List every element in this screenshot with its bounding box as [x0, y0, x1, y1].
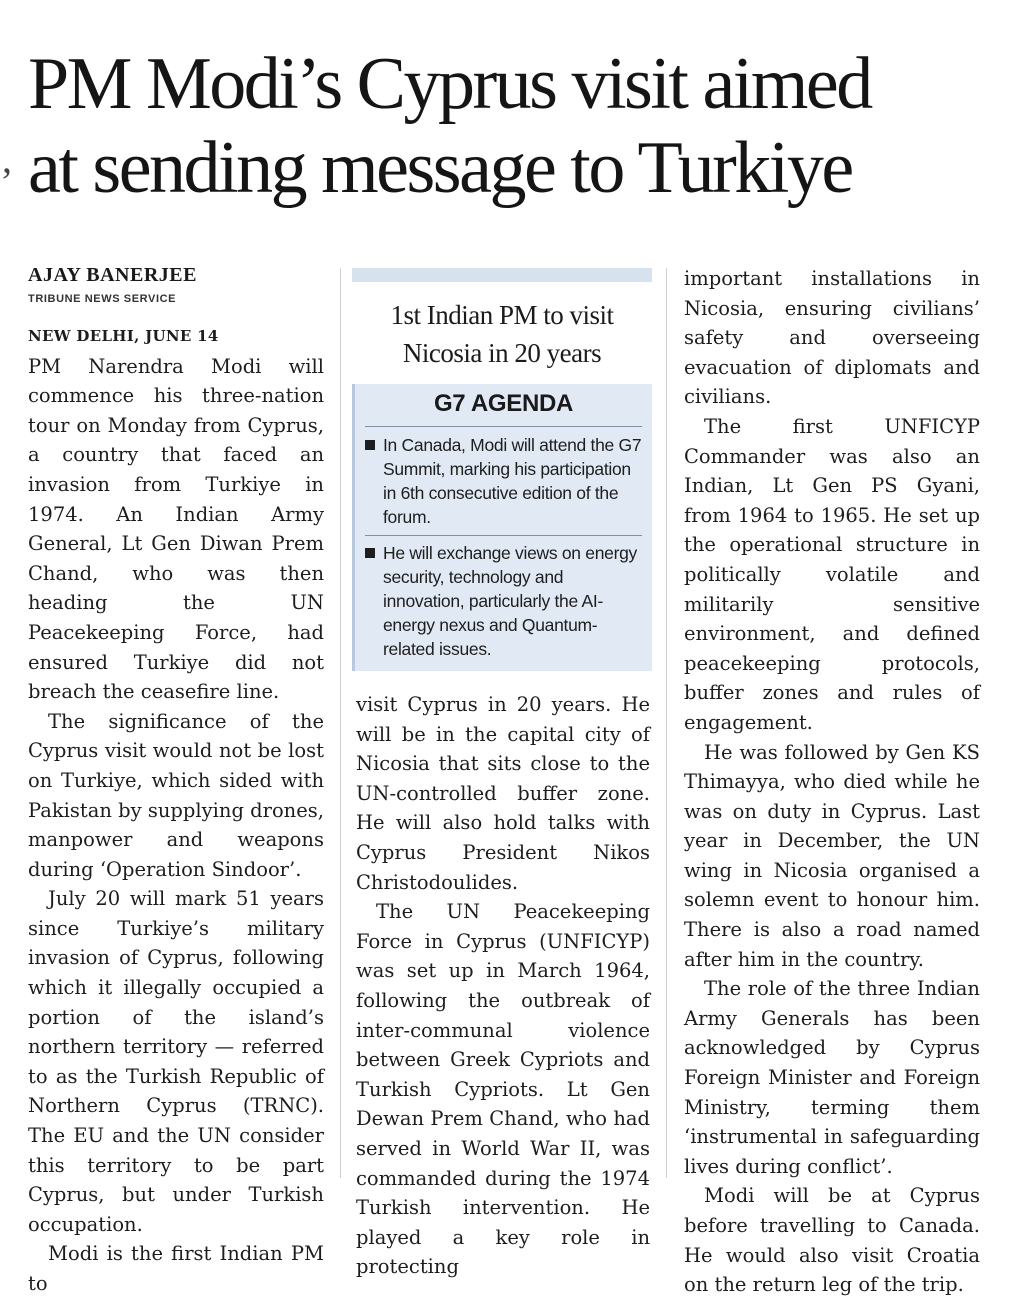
article-column-2	[356, 690, 650, 1282]
article-paragraph: important installations in Nicosia, ensuring civilians’ safety and overseeing evacuation of diplomats and civilians.	[684, 267, 980, 409]
article-paragraph: Modi is the first Indian PM to	[28, 1242, 324, 1295]
g7-item-text: In Canada, Modi will attend the G7 Summit, marking his participation in 6th consecutive edition of the forum.	[383, 435, 642, 527]
dateline: NEW DELHI, JUNE 14	[28, 327, 219, 345]
article-paragraph: The significance of the Cyprus visit would not be lost on Turkiye, which sided with Pakistan by supplying drones, manpower and weapons during ‘Operation Sindoor’.	[28, 709, 324, 881]
article-headline	[28, 42, 988, 210]
article-paragraph	[28, 320, 324, 707]
article-paragraph: July 20 will mark 51 years since Turkiye’s military invasion of Cyprus, following which it illegally occupied a portion of the island’s northern territory — referred to as the Turkish Republic of Northern Cyprus (TRNC). The EU and the UN consider this territory to be part Cyprus, but under Turkish occupation.	[28, 887, 324, 1236]
sidebar-pull-quote: 1st Indian PM to visit Nicosia in 20 years	[390, 300, 614, 368]
g7-agenda-title: G7 AGENDA	[365, 390, 642, 427]
article-paragraph: Modi will be at Cyprus before travelling to Canada. He would also visit Croatia on the return leg of the trip.	[684, 1184, 980, 1297]
byline-author: AJAY BANERJEE	[28, 264, 197, 286]
article-column-3	[684, 264, 980, 1300]
square-bullet-icon	[365, 548, 375, 558]
g7-agenda-box	[352, 384, 652, 671]
g7-item-text: He will exchange views on energy security, technology and innovation, particularly the AI-energy nexus and Quantum-related issues.	[383, 543, 638, 659]
article-paragraph: The UN Peacekeeping Force in Cyprus (UNFICYP) was set up in March 1964, following the outbreak of inter-communal violence between Greek Cypriots and Turkish Cypriots. Lt Gen Dewan Prem Chand, who had served in World War II, was commanded during the 1974 Turkish intervention. He played a key role in protecting	[356, 900, 650, 1279]
headline-line-1: PM Modi’s Cyprus visit aimed	[28, 43, 871, 125]
article-paragraph: He was followed by Gen KS Thimayya, who died while he was on duty in Cyprus. Last year in December, the UN wing in Nicosia organised a solemn event to honour him. There is also a road named after him in the country.	[684, 740, 980, 971]
g7-agenda-item	[365, 535, 642, 661]
sidebar-box	[352, 268, 652, 678]
column-divider-1	[340, 268, 341, 1178]
page-edge-mark: ’	[0, 159, 14, 204]
article-paragraph: The first UNFICYP Commander was also an Indian, Lt Gen PS Gyani, from 1964 to 1965. He set up the operational structure in politically volatile and militarily sensitive environment, and defined peacekeeping protocols, buffer zones and rules of engagement.	[684, 414, 980, 734]
headline-line-2: at sending message to Turkiye	[28, 127, 852, 209]
column-divider-2	[666, 268, 667, 1178]
article-paragraph: The role of the three Indian Army Generals has been acknowledged by Cyprus Foreign Minister and Foreign Ministry, terming them ‘instrumental in safeguarding lives during conflict’.	[684, 977, 980, 1178]
article-paragraph: visit Cyprus in 20 years. He will be in the capital city of Nicosia that sits close to the UN-controlled buffer zone. He will also hold talks with Cyprus President Nikos Christodoulides.	[356, 693, 650, 894]
g7-agenda-item	[365, 433, 642, 529]
square-bullet-icon	[365, 440, 375, 450]
byline-service: TRIBUNE NEWS SERVICE	[28, 293, 177, 305]
paragraph-text: PM Narendra Modi will commence his three-nation tour on Monday from Cyprus, a country that faced an invasion from Turkiye in 1974. An Indian Army General, Lt Gen Diwan Prem Chand, who was then heading the UN Peacekeeping Force, had ensured Turkiye did not breach the ceasefire line.	[28, 354, 324, 704]
sidebar-top-bar	[352, 268, 652, 282]
article-column-1	[28, 264, 324, 1299]
